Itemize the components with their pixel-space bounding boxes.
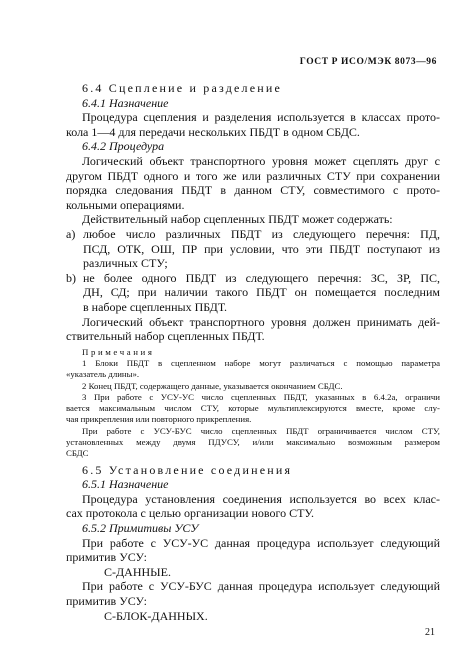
running-header: ГОСТ Р ИСО/МЭК 8073—96 [299, 57, 437, 67]
page-number: 21 [425, 627, 435, 638]
paragraph-line: примитив УСУ: [66, 550, 147, 565]
note-line: При работе с УСУ-БУС число сцепленных ПБДТ ограничивается числом СТУ, [82, 425, 440, 436]
list-item-line: ПСД, ОТК, ОШ, ПР при условии, что эти ПБДТ поступают из [83, 241, 440, 256]
note-line: вается максимальным числом СТУ, которые мультиплексируются вместе, кроме слу- [66, 403, 440, 414]
paragraph-line: кола 1—4 для передачи нескольких ПБДТ в одном СБДС. [66, 124, 360, 139]
list-item-line: в наборе сцепленных ПБДТ. [83, 299, 227, 314]
list-item-b [66, 271, 440, 286]
subsection-6-4-1-heading: 6.4.1 Назначение [82, 95, 169, 110]
note-line: 2 Конец ПБДТ, содержащего данные, указывается окончанием СБДС. [82, 380, 343, 391]
notes-block [66, 347, 440, 460]
paragraph-line: Процедура сцепления и разделения используется в классах прото- [82, 110, 440, 125]
list-marker-a: а) [66, 226, 76, 241]
paragraph-line: другом ПБДТ одного и того же или различных СТУ при сохранении [66, 168, 440, 183]
note-line: 3 При работе с УСУ-УС число сцепленных ПБДТ, указанных в 6.4.2a, ограничи [82, 391, 440, 402]
note-line: установленных между двумя ПДУСУ, и/или максимально возможным размером [66, 437, 440, 448]
paragraph-line: ствительный набор сцепленных ПБДТ. [66, 329, 265, 344]
list-marker-b: b) [66, 270, 76, 285]
paragraph-line: Логический объект транспортного уровня должен принимать дей- [82, 314, 440, 329]
note-line: «указатель длины». [66, 369, 140, 380]
paragraph-line: Логический объект транспортного уровня может сцеплять друг с [82, 153, 440, 168]
subsection-6-4-2-heading: 6.4.2 Процедура [82, 139, 165, 154]
list-item-line: различных СТУ; [83, 256, 168, 271]
list-item-line: любое число различных ПБДТ из следующего перечня: ПД, [83, 226, 440, 241]
section-6-4-title: 6.4 Сцепление и разделение [82, 81, 283, 95]
list-item-line: ДН, СД; при наличии такого ПБДТ он помещается последним [83, 285, 440, 300]
primitive-name: С-БЛОК-ДАННЫХ. [104, 608, 208, 623]
note-line: чая прикрепления или повторного прикрепления. [66, 414, 252, 425]
list-item-a [66, 227, 440, 242]
section-6-5-title: 6.5 Установление соединения [82, 462, 293, 477]
note-line: 1 Блоки ПБДТ в сцепленном наборе могут различаться с помощью параметра [82, 357, 440, 368]
subsection-6-5-1-heading: 6.5.1 Назначение [82, 477, 169, 492]
paragraph-line: порядка следования ПБДТ в данном СТУ, совместимого с прото- [66, 183, 440, 198]
paragraph-line: При работе с УСУ-УС данная процедура использует следующий [82, 535, 440, 550]
paragraph-line: сах протокола с целью организации нового СТУ. [66, 506, 314, 521]
paragraph-line: примитив УСУ: [66, 594, 147, 608]
page-content [66, 81, 440, 623]
paragraph-line: Процедура установления соединения используется во всех клас- [82, 491, 440, 506]
paragraph-line: При работе с УСУ-БУС данная процедура использует следующий [82, 579, 440, 594]
list-item-line: не более одного ПБДТ из следующего перечня: ЗС, ЗР, ПС, [83, 270, 440, 285]
paragraph-line: Действительный набор сцепленных ПБДТ может содержать: [82, 212, 393, 227]
subsection-6-5-2-heading: 6.5.2 Примитивы УСУ [82, 521, 199, 536]
primitive-name: С-ДАННЫЕ. [104, 564, 171, 579]
notes-title: Примечания [82, 346, 155, 357]
paragraph-line: кольными операциями. [66, 197, 185, 212]
note-line: СБДС [66, 448, 89, 459]
